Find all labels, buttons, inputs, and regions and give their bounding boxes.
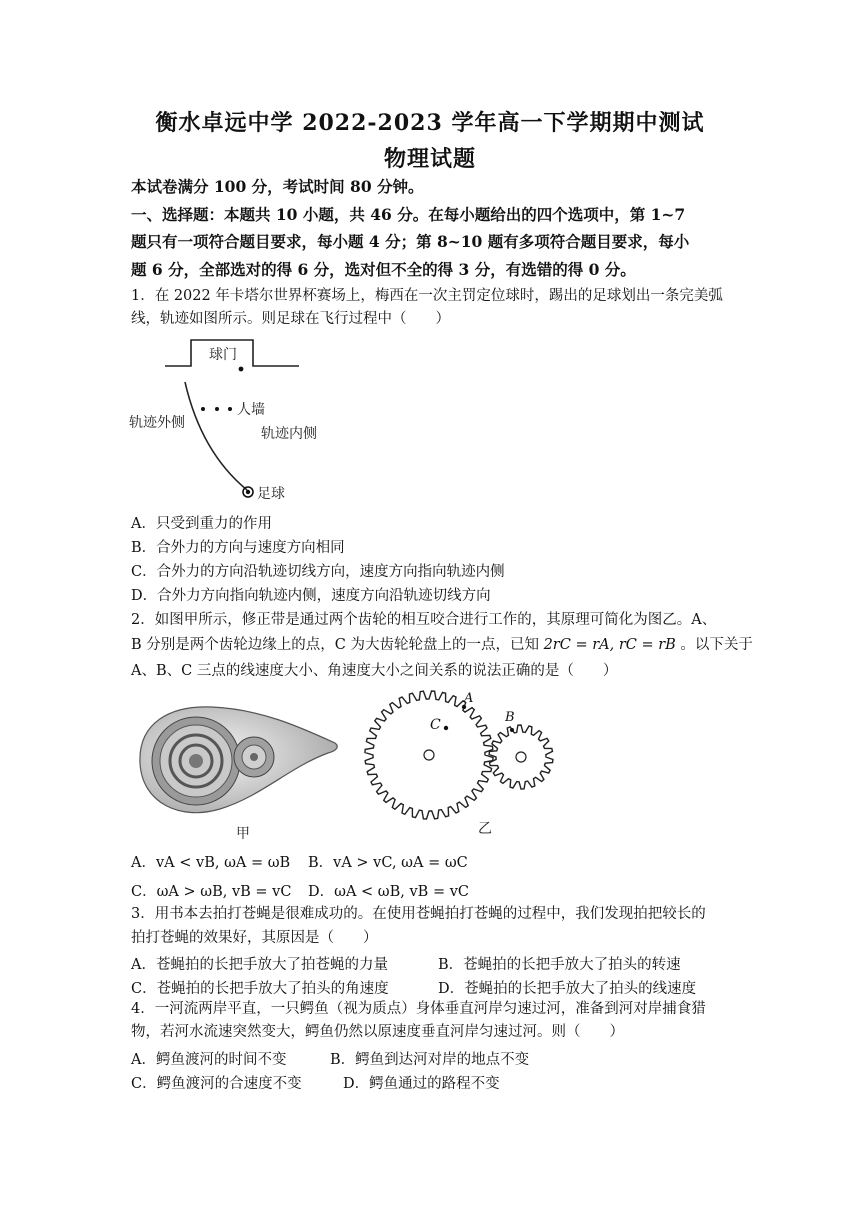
q4-stem-line2: 物，若河水流速突然变大，鳄鱼仍然以原速度垂直河岸匀速过河。则（ ） [131, 1024, 624, 1040]
point-c-label: C [430, 717, 441, 733]
q2-option-a: A．vA < vB, ωA = ωB [131, 855, 291, 871]
page-title: 衡水卓远中学 2022-2023 学年高一下学期期中测试 [155, 110, 705, 136]
q4-option-c: C．鳄鱼渡河的合速度不变 [131, 1076, 302, 1092]
q4-option-b: B．鳄鱼到达河对岸的地点不变 [330, 1052, 530, 1068]
q4-option-a: A．鳄鱼渡河的时间不变 [131, 1052, 287, 1068]
small-gear-axle [516, 752, 526, 762]
q4-option-d: D．鳄鱼通过的路程不变 [343, 1076, 500, 1092]
q3-option-c: C．苍蝇拍的长把手放大了拍头的角速度 [131, 981, 389, 997]
large-gear-axle [424, 750, 434, 760]
outer-side-label: 轨迹外侧 [129, 415, 185, 431]
section1-line3: 题 6 分，全部选对的得 6 分，选对但不全的得 3 分，有选错的得 0 分。 [131, 260, 636, 279]
section1-line2: 题只有一项符合题目要求，每小题 4 分；第 8~10 题有多项符合题目要求，每小 [131, 232, 690, 251]
section1-line1: 一、选择题：本题共 10 小题，共 46 分。在每小题给出的四个选项中，第 1~7 [131, 205, 686, 224]
q3-option-a: A．苍蝇拍的长把手放大了拍苍蝇的力量 [131, 957, 388, 973]
small-gear [489, 725, 553, 789]
q2-formula: 2rC = rA, rC = rB [543, 637, 676, 653]
q4-stem-line1: 4．一河流两岸平直，一只鳄鱼（视为质点）身体垂直河岸匀速过河，准备到河对岸捕食猎 [131, 1001, 706, 1017]
q3-option-d: D．苍蝇拍的长把手放大了拍头的线速度 [438, 981, 697, 997]
wall-dot-2 [215, 407, 219, 411]
q1-option-c: C．合外力的方向沿轨迹切线方向，速度方向指向轨迹内侧 [131, 564, 505, 580]
goal-label: 球门 [209, 347, 237, 363]
q2-figure-a [130, 693, 345, 845]
ball-trajectory [185, 382, 247, 490]
q3-stem-line1: 3．用书本去拍打苍蝇是很难成功的。在使用苍蝇拍打苍蝇的过程中，我们发现拍把较长的 [131, 906, 706, 922]
ball-label: 足球 [257, 486, 285, 502]
wall-label: 人墙 [237, 402, 265, 418]
tape-large-gear [152, 717, 240, 805]
figure-label-yi: 乙 [478, 821, 492, 837]
tape-small-gear [234, 737, 274, 777]
score-line: 本试卷满分 100 分，考试时间 80 分钟。 [131, 177, 424, 196]
q1-option-b: B．合外力的方向与速度方向相同 [131, 540, 345, 556]
q2-stem-line1: 2．如图甲所示，修正带是通过两个齿轮的相互咬合进行工作的，其原理可简化为图乙。A、 [131, 612, 717, 628]
q1-stem-line2: 线，轨迹如图所示。则足球在飞行过程中（ ） [131, 311, 450, 327]
q1-option-a: A．只受到重力的作用 [131, 516, 272, 532]
q2-option-c: C．ωA > ωB, vB = vC [131, 884, 292, 900]
point-b-dot [510, 728, 514, 732]
goal-target-dot [239, 367, 244, 372]
q1-figure [125, 332, 345, 512]
q2-option-d: D．ωA < ωB, vB = vC [308, 884, 469, 900]
point-c-dot [444, 726, 448, 730]
q1-option-d: D．合外力方向指向轨迹内侧，速度方向沿轨迹切线方向 [131, 588, 491, 604]
wall-dot-1 [201, 407, 205, 411]
q3-option-b: B．苍蝇拍的长把手放大了拍头的转速 [438, 957, 681, 973]
q1-stem-line1: 1．在 2022 年卡塔尔世界杯赛场上，梅西在一次主罚定位球时，踢出的足球划出一条完美弧 [131, 288, 723, 304]
q2-figure-b [360, 688, 560, 848]
q2-stem-line2-end: 。以下关于 [680, 637, 753, 653]
page-subtitle: 物理试题 [383, 146, 476, 172]
q3-stem-line2: 拍打苍蝇的效果好，其原因是（ ） [131, 930, 378, 946]
wall-dot-3 [228, 407, 232, 411]
point-b-label: B [505, 710, 515, 725]
point-a-label: A [464, 691, 474, 706]
q2-option-b: B．vA > vC, ωA = ωC [308, 855, 468, 871]
q2-stem-line3: A、B、C 三点的线速度大小、角速度大小之间关系的说法正确的是（ ） [131, 663, 618, 679]
inner-side-label: 轨迹内侧 [261, 426, 317, 442]
large-gear [365, 691, 493, 819]
figure-label-jia: 甲 [236, 826, 250, 842]
q2-stem-line2-text: B 分别是两个齿轮边缘上的点，C 为大齿轮轮盘上的一点，已知 [131, 637, 539, 653]
q2-stem-line2 [131, 637, 753, 654]
